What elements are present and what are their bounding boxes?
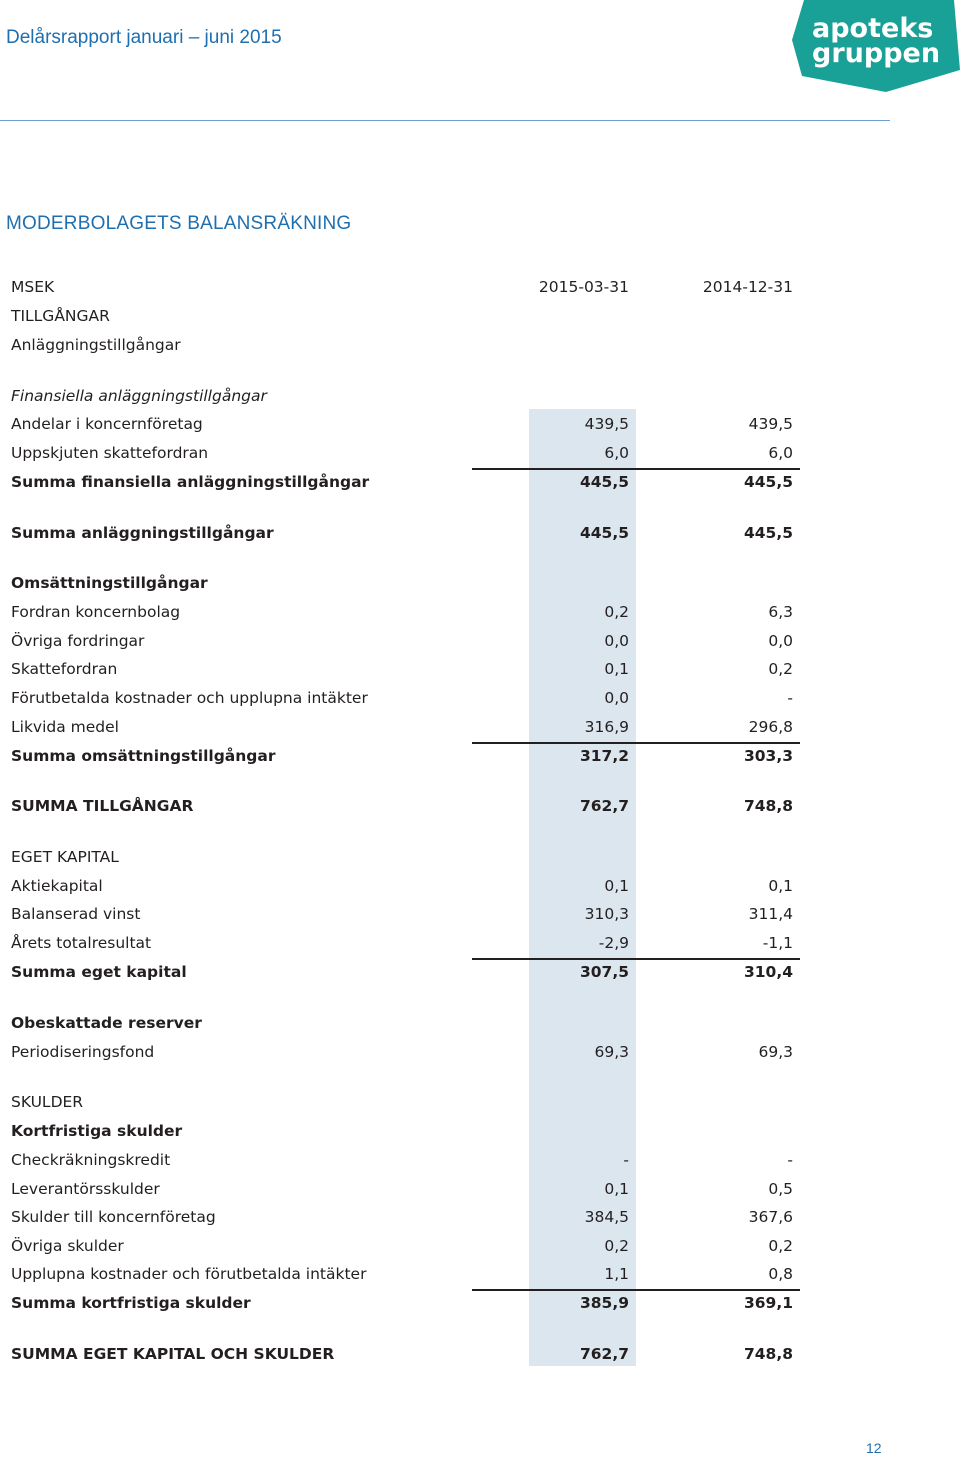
value-2014: 0,0	[768, 632, 793, 650]
table-row	[0, 442, 800, 470]
row-label: SUMMA TILLGÅNGAR	[11, 797, 194, 815]
row-label: EGET KAPITAL	[11, 848, 119, 866]
value-2014: 303,3	[743, 747, 793, 765]
row-label: Uppskjuten skattefordran	[11, 444, 209, 462]
table-row	[0, 385, 800, 413]
row-label: Checkräkningskredit	[11, 1151, 171, 1169]
value-2014: 69,3	[758, 1043, 793, 1061]
value-2015: 0,1	[604, 660, 629, 678]
value-2014: 311,4	[748, 905, 793, 923]
table-row	[0, 305, 800, 333]
row-label: Andelar i koncernföretag	[11, 415, 203, 433]
value-2015: 0,1	[604, 877, 629, 895]
row-label: Skattefordran	[11, 660, 118, 678]
table-header-row	[0, 276, 800, 304]
value-2014: 0,1	[768, 877, 793, 895]
row-label: TILLGÅNGAR	[11, 307, 110, 325]
value-2015: 316,9	[584, 718, 629, 736]
value-2015: 385,9	[579, 1294, 629, 1312]
subtotal-row	[0, 1292, 800, 1320]
row-label: Årets totalresultat	[11, 934, 152, 952]
table-row	[0, 1263, 800, 1291]
row-label: Summa anläggningstillgångar	[11, 524, 274, 542]
row-label: Finansiella anläggningstillgångar	[11, 387, 267, 405]
value-2014: -1,1	[762, 934, 793, 952]
value-2015: 317,2	[579, 747, 629, 765]
total-row	[0, 795, 800, 823]
value-2015: 310,3	[584, 905, 629, 923]
table-row	[0, 601, 800, 629]
report-header-title: Delårsrapport januari – juni 2015	[6, 27, 282, 48]
table-row	[0, 572, 800, 600]
row-label: Anläggningstillgångar	[11, 336, 181, 354]
table-row	[0, 413, 800, 441]
header-divider	[0, 120, 890, 121]
row-label: Balanserad vinst	[11, 905, 141, 923]
unit-label: MSEK	[11, 278, 55, 296]
value-2014: 0,8	[768, 1265, 793, 1283]
column-header-2015: 2015-03-31	[538, 278, 629, 296]
table-row	[0, 875, 800, 903]
value-2015: 0,2	[604, 603, 629, 621]
row-label: Fordran koncernbolag	[11, 603, 181, 621]
value-2015: 445,5	[579, 524, 629, 542]
value-2014: 310,4	[743, 963, 793, 981]
value-2014: 296,8	[748, 718, 793, 736]
subtotal-row	[0, 745, 800, 773]
value-2015: 762,7	[579, 1345, 629, 1363]
value-2015: 0,0	[604, 689, 629, 707]
table-row	[0, 1120, 800, 1148]
value-2014: 367,6	[748, 1208, 793, 1226]
table-row	[0, 1091, 800, 1119]
table-row	[0, 932, 800, 960]
table-row	[0, 334, 800, 362]
subtotal-row	[0, 471, 800, 499]
row-label: Periodiseringsfond	[11, 1043, 155, 1061]
row-label: Obeskattade reserver	[11, 1014, 202, 1032]
row-label: Summa eget kapital	[11, 963, 187, 981]
row-label: Summa omsättningstillgångar	[11, 747, 276, 765]
row-label: Övriga skulder	[11, 1237, 124, 1255]
value-2014: 0,5	[768, 1180, 793, 1198]
value-2014: -	[787, 689, 793, 707]
value-2015: 445,5	[579, 473, 629, 491]
value-2015: 762,7	[579, 797, 629, 815]
value-2015: 69,3	[594, 1043, 629, 1061]
subtotal-row	[0, 961, 800, 989]
svg-text:gruppen: gruppen	[812, 38, 941, 69]
value-2014: 0,2	[768, 660, 793, 678]
table-row	[0, 1178, 800, 1206]
row-label: Förutbetalda kostnader och upplupna intäkter	[11, 689, 368, 707]
value-2014: 6,3	[768, 603, 793, 621]
value-2014: 748,8	[743, 797, 793, 815]
value-2014: 445,5	[743, 524, 793, 542]
value-2015: 1,1	[604, 1265, 629, 1283]
row-label: Kortfristiga skulder	[11, 1122, 183, 1140]
column-header-2014: 2014-12-31	[702, 278, 793, 296]
row-label: Summa kortfristiga skulder	[11, 1294, 251, 1312]
value-2015: 384,5	[584, 1208, 629, 1226]
value-2015: -	[623, 1151, 629, 1169]
value-2014: 369,1	[743, 1294, 793, 1312]
table-row	[0, 1012, 800, 1040]
section-title: MODERBOLAGETS BALANSRÄKNING	[6, 213, 352, 234]
table-row	[0, 846, 800, 874]
value-2015: 0,2	[604, 1237, 629, 1255]
apoteksgruppen-logo	[790, 0, 960, 95]
row-label: Leverantörsskulder	[11, 1180, 160, 1198]
value-2014: -	[787, 1151, 793, 1169]
row-label: Övriga fordringar	[11, 632, 145, 650]
value-2015: 0,1	[604, 1180, 629, 1198]
total-row	[0, 1343, 800, 1371]
value-2014: 439,5	[748, 415, 793, 433]
value-2015: 307,5	[579, 963, 629, 981]
value-2015: 439,5	[584, 415, 629, 433]
row-label: Aktiekapital	[11, 877, 103, 895]
row-label: Likvida medel	[11, 718, 119, 736]
row-label: SUMMA EGET KAPITAL OCH SKULDER	[11, 1345, 335, 1363]
value-2015: 0,0	[604, 632, 629, 650]
value-2014: 748,8	[743, 1345, 793, 1363]
value-2014: 0,2	[768, 1237, 793, 1255]
row-label: SKULDER	[11, 1093, 84, 1111]
table-row	[0, 1206, 800, 1234]
table-row	[0, 687, 800, 715]
value-2014: 445,5	[743, 473, 793, 491]
table-row	[0, 716, 800, 744]
table-row	[0, 1041, 800, 1069]
table-row	[0, 630, 800, 658]
row-label: Omsättningstillgångar	[11, 574, 208, 592]
value-2014: 6,0	[768, 444, 793, 462]
value-2015: -2,9	[598, 934, 629, 952]
table-row	[0, 658, 800, 686]
row-label: Skulder till koncernföretag	[11, 1208, 216, 1226]
table-row	[0, 1235, 800, 1263]
row-label: Summa finansiella anläggningstillgångar	[11, 473, 370, 491]
row-label: Upplupna kostnader och förutbetalda intäkter	[11, 1265, 367, 1283]
table-row	[0, 1149, 800, 1177]
table-row	[0, 903, 800, 931]
svg-text:apoteks: apoteks	[812, 13, 934, 44]
page-number: 12	[866, 1440, 882, 1456]
value-2015: 6,0	[604, 444, 629, 462]
subtotal-row	[0, 522, 800, 550]
